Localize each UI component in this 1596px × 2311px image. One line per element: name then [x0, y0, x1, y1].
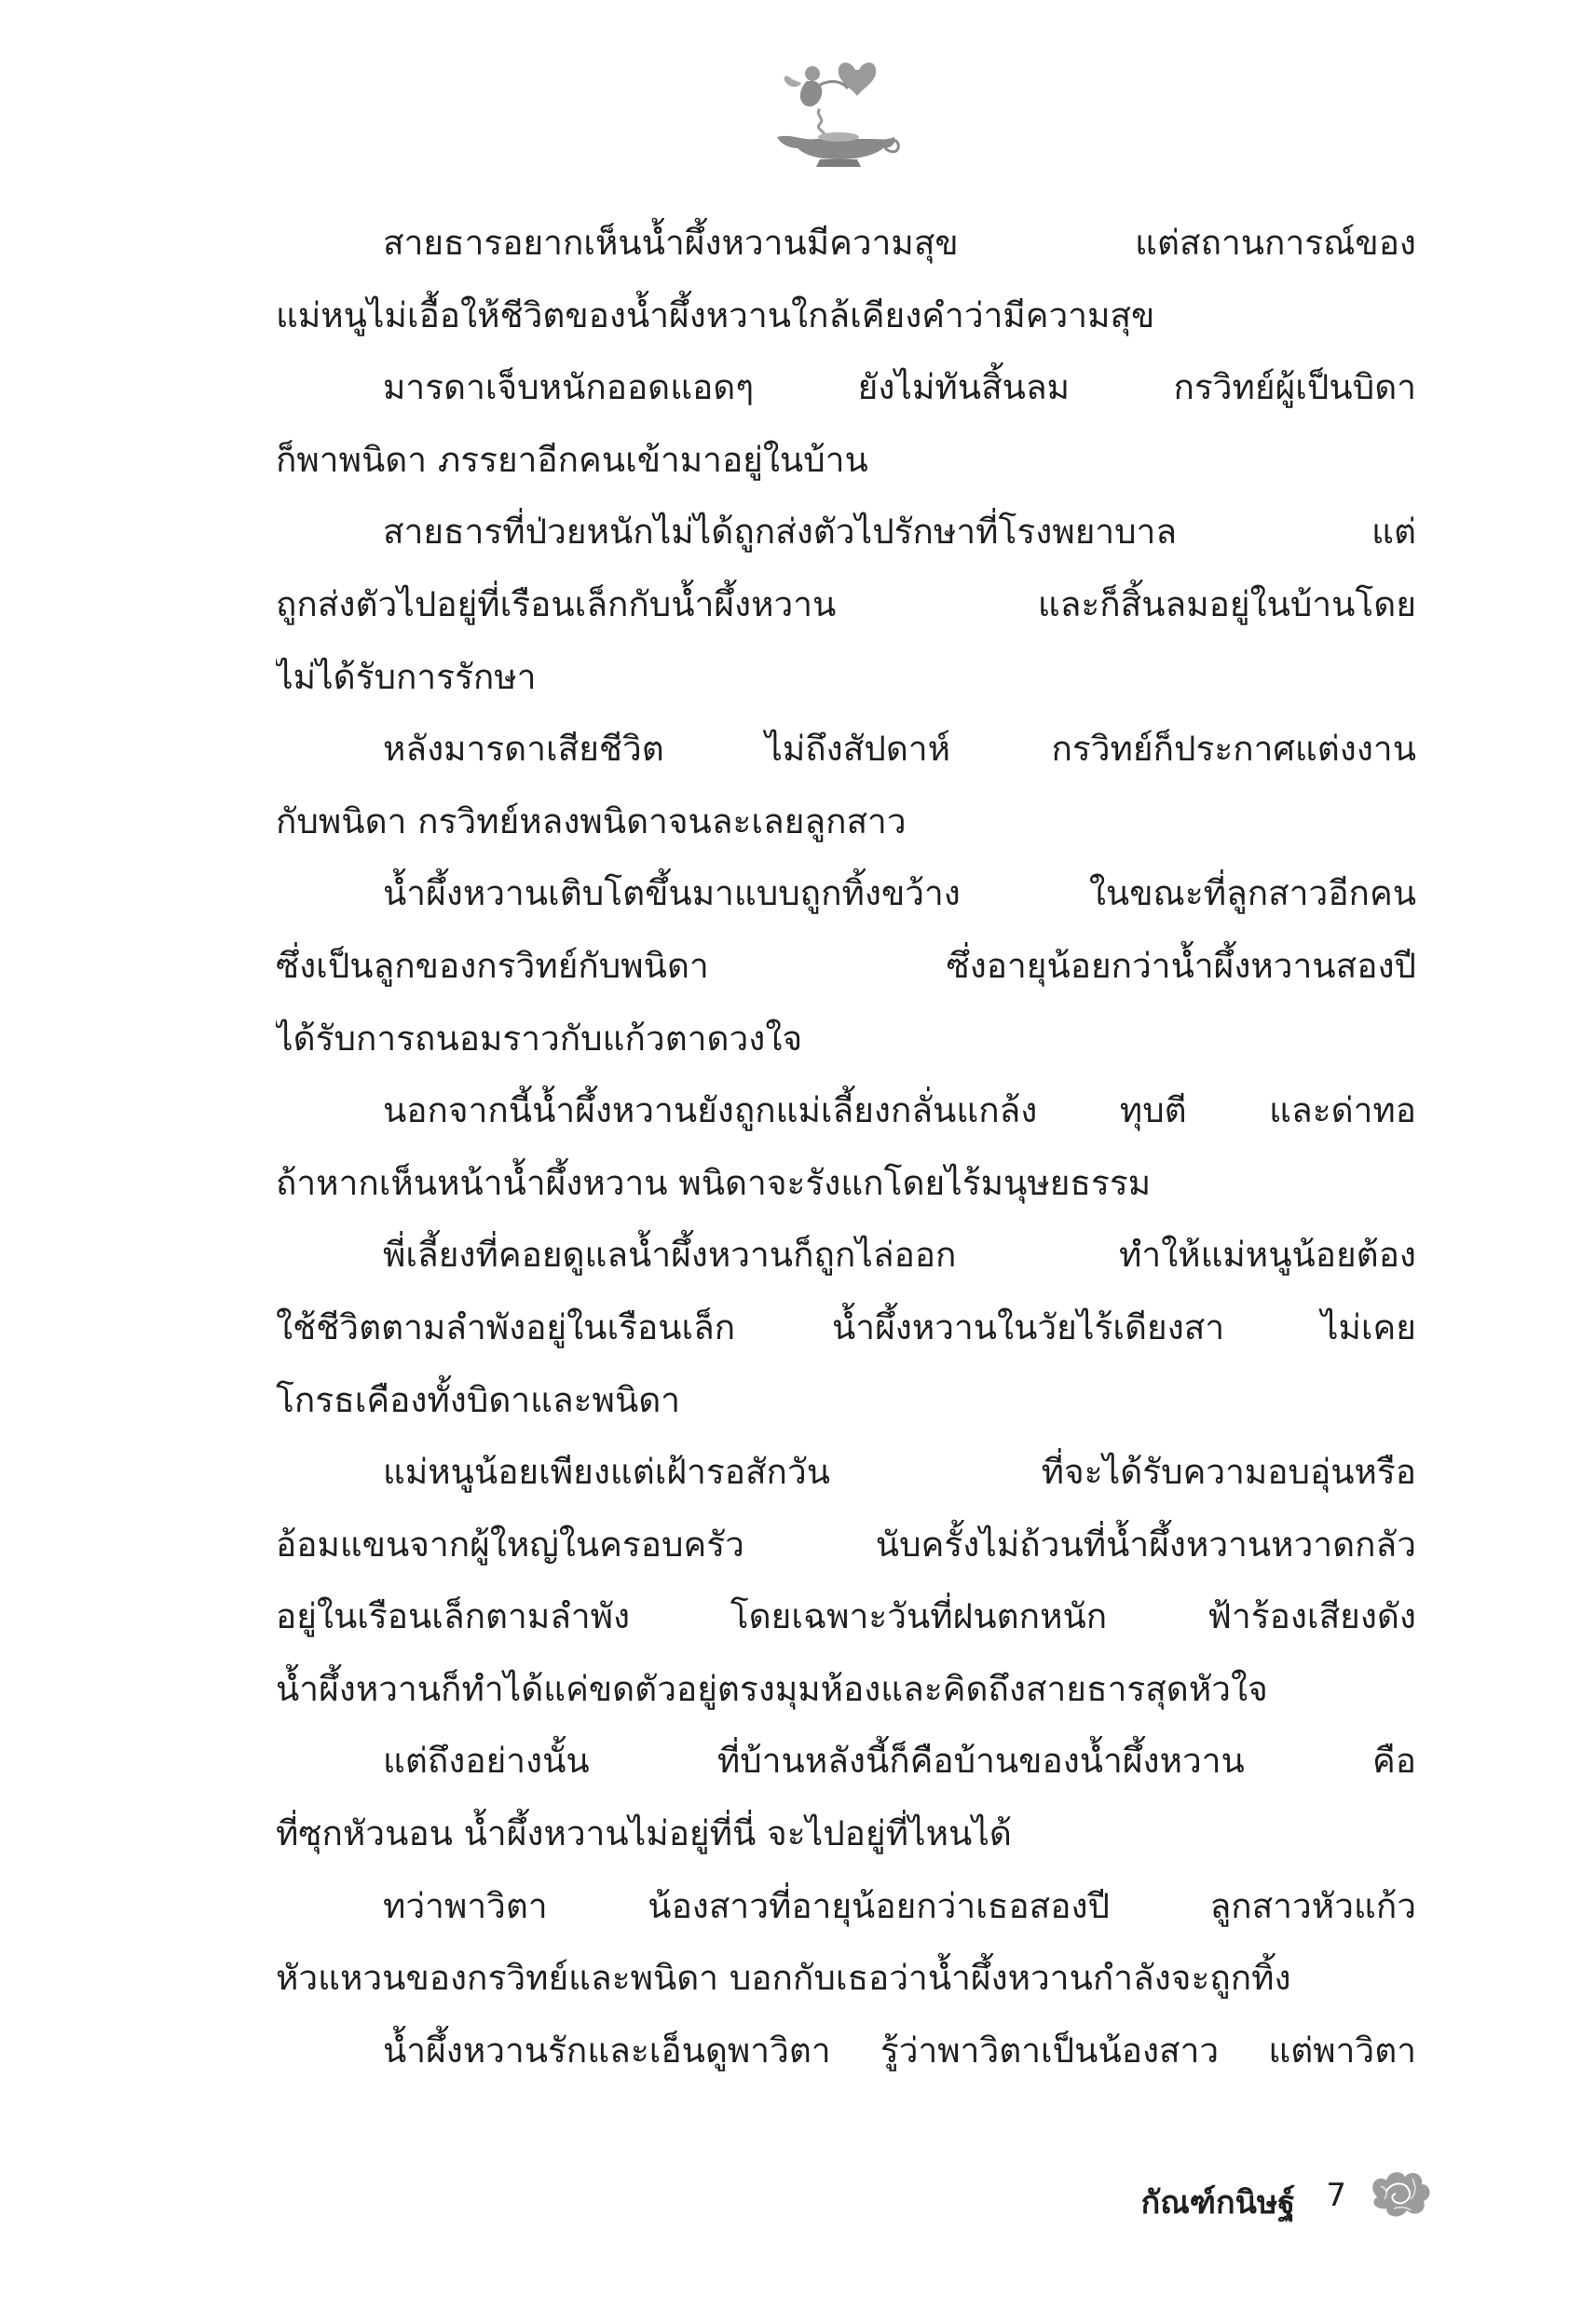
text-line: น้ำผึ้งหวานเติบโตขึ้นมาแบบถูกทิ้งขว้าง ในขณะที่ลูกสาวอีกคน	[383, 873, 1416, 914]
text-line: ที่ซุกหัวนอน น้ำผึ้งหวานไม่อยู่ที่นี่ จะไปอยู่ที่ไหนได้	[276, 1813, 1012, 1854]
genie-lamp-with-cupid-icon	[764, 51, 904, 172]
text-line: น้ำผึ้งหวานก็ทำได้แค่ขดตัวอยู่ตรงมุมห้องและคิดถึงสายธารสุดหัวใจ	[276, 1668, 1268, 1709]
text-line: ซึ่งเป็นลูกของกรวิทย์กับพนิดา ซึ่งอายุน้อยกว่าน้ำผึ้งหวานสองปี	[276, 945, 1416, 986]
text-line: ก็พาพนิดา ภรรยาอีกคนเข้ามาอยู่ในบ้าน	[276, 439, 868, 480]
text-line: แต่ถึงอย่างนั้น ที่บ้านหลังนี้ก็คือบ้านของน้ำผึ้งหวาน คือ	[383, 1741, 1416, 1782]
text-line: ได้รับการถนอมราวกับแก้วตาดวงใจ	[276, 1018, 803, 1059]
text-line: ไม่ได้รับการรักษา	[276, 656, 537, 697]
book-title: กัณฑ์กนิษฐ์	[1140, 2184, 1295, 2222]
text-line: มารดาเจ็บหนักออดแอดๆ ยังไม่ทันสิ้นลม กรวิทย์ผู้เป็นบิดา	[383, 367, 1416, 408]
text-line: หัวแหวนของกรวิทย์และพนิดา บอกกับเธอว่าน้ำผึ้งหวานกำลังจะถูกทิ้ง	[276, 1958, 1291, 1999]
text-line: สายธารที่ป่วยหนักไม่ได้ถูกส่งตัวไปรักษาที่โรงพยาบาล แต่	[383, 512, 1416, 553]
text-line: ใช้ชีวิตตามลำพังอยู่ในเรือนเล็ก น้ำผึ้งหวานในวัยไร้เดียงสา ไม่เคย	[276, 1306, 1416, 1347]
page-number: 7	[1326, 2177, 1346, 2214]
text-line: กับพนิดา กรวิทย์หลงพนิดาจนละเลยลูกสาว	[276, 800, 907, 841]
text-line: แม่หนูน้อยเพียงแต่เฝ้ารอสักวัน ที่จะได้รับความอบอุ่นหรือ	[383, 1452, 1416, 1493]
page-footer	[1025, 2164, 1435, 2229]
text-line: น้ำผึ้งหวานรักและเอ็นดูพาวิตา รู้ว่าพาวิตาเป็นน้องสาว แต่พาวิตา	[383, 2030, 1416, 2071]
body-text	[276, 207, 1416, 2086]
text-line: ถ้าหากเห็นหน้าน้ำผึ้งหวาน พนิดาจะรังแกโดยไร้มนุษยธรรม	[276, 1162, 1152, 1203]
text-line: โกรธเคืองทั้งบิดาและพนิดา	[276, 1379, 681, 1420]
text-line: อยู่ในเรือนเล็กตามลำพัง โดยเฉพาะวันที่ฝนตกหนัก ฟ้าร้องเสียงดัง	[276, 1596, 1416, 1637]
text-line: สายธารอยากเห็นน้ำผึ้งหวานมีความสุข แต่สถานการณ์ของ	[383, 223, 1416, 263]
text-line: นอกจากนี้น้ำผึ้งหวานยังถูกแม่เลี้ยงกลั่นแกล้ง ทุบตี และด่าทอ	[383, 1090, 1416, 1131]
text-line: อ้อมแขนจากผู้ใหญ่ในครอบครัว นับครั้งไม่ถ้วนที่น้ำผึ้งหวานหวาดกลัว	[276, 1524, 1416, 1565]
rose-icon	[1368, 2164, 1435, 2222]
text-line: หลังมารดาเสียชีวิต ไม่ถึงสัปดาห์ กรวิทย์ก็ประกาศแต่งงาน	[383, 729, 1416, 770]
text-line: แม่หนูไม่เอื้อให้ชีวิตของน้ำผึ้งหวานใกล้เคียงคำว่ามีความสุข	[276, 294, 1155, 335]
text-line: พี่เลี้ยงที่คอยดูแลน้ำผึ้งหวานก็ถูกไล่ออก ทำให้แม่หนูน้อยต้อง	[383, 1235, 1416, 1276]
text-line: ถูกส่งตัวไปอยู่ที่เรือนเล็กกับน้ำผึ้งหวาน และก็สิ้นลมอยู่ในบ้านโดย	[276, 583, 1416, 624]
text-line: ทว่าพาวิตา น้องสาวที่อายุน้อยกว่าเธอสองปี ลูกสาวหัวแก้ว	[383, 1885, 1416, 1926]
